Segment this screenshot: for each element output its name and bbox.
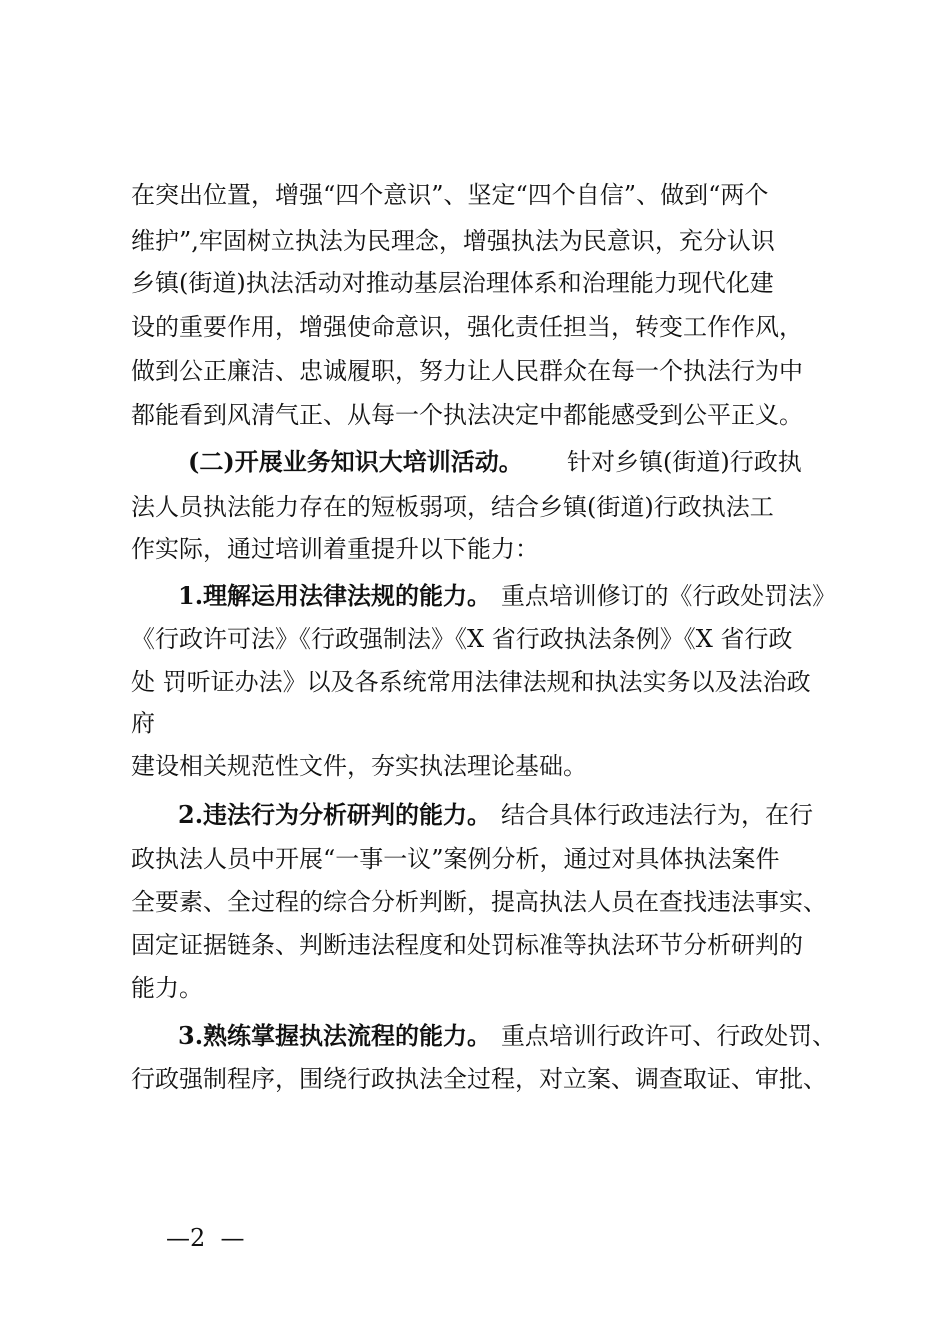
text-span: 处 罚听证办法》以及各系统常用法律法规和执法实务以及法治政 [131,668,811,696]
text-line [0,221,950,261]
text-span: 《行政许可法》《行政强制法》《X 省行政执法条例》《X 省行政 [131,625,793,653]
text-line [0,576,950,616]
text-span: 结合具体行政违法行为，在行 [501,801,813,829]
text-line [0,882,950,922]
section-heading: 3.熟练掌握执法流程的能力。 [178,1021,492,1050]
text-line [0,925,950,965]
text-span: 法人员执法能力存在的短板弱项，结合乡镇(街道)行政执法工 [131,493,774,521]
text-line [0,1059,950,1099]
text-line [0,662,950,702]
text-span: 固定证据链条、判断违法程度和处罚标准等执法环节分析研判的 [131,931,803,959]
text-span: 维护”,牢固树立执法为民理念，增强执法为民意识，充分认识 [131,227,775,255]
text-line [0,839,950,879]
text-span: 做到公正廉洁、忠诚履职，努力让人民群众在每一个执法行为中 [131,357,803,385]
page-number: —2 — [166,1224,245,1252]
text-line [0,746,950,786]
section-heading: 1.理解运用法律法规的能力。 [178,581,492,610]
text-span: 都能看到风清气正、从每一个执法决定中都能感受到公平正义。 [131,401,803,429]
text-span: 政执法人员中开展“一事一议”案例分析，通过对具体执法案件 [131,845,780,873]
text-span: 府 [131,709,155,737]
text-line [0,351,950,391]
text-line [0,795,950,835]
text-line [0,968,950,1008]
text-span: 重点培训行政许可、行政处罚、 [501,1022,836,1050]
text-line [0,487,950,527]
text-line [0,263,950,303]
text-span: 乡镇(街道)执法活动对推动基层治理体系和治理能力现代化建 [131,269,774,297]
text-span: 在突出位置，增强“四个意识”、坚定“四个自信”、做到“两个 [131,181,769,209]
text-span: 建设相关规范性文件，夯实执法理论基础。 [131,752,587,780]
text-span: 设的重要作用，增强使命意识，强化责任担当，转变工作作风， [131,313,803,341]
text-line [0,529,950,569]
text-span: 作实际，通过培训着重提升以下能力： [131,535,539,563]
text-span: 行政强制程序，围绕行政执法全过程，对立案、调查取证、审批、 [131,1065,827,1093]
section-heading: 2.违法行为分析研判的能力。 [178,800,492,829]
text-span: 针对乡镇(街道)行政执 [567,448,802,476]
text-span: 能力。 [131,974,203,1002]
text-line [0,703,950,743]
text-line [0,442,950,482]
text-span: 全要素、全过程的综合分析判断，提高执法人员在查找违法事实、 [131,888,827,916]
text-line [0,307,950,347]
text-line [0,619,950,659]
text-line [0,1016,950,1056]
text-line [0,395,950,435]
text-line [0,175,950,215]
section-heading: (二)开展业务知识大培训活动。 [188,447,523,476]
text-span: 重点培训修订的《行政处罚法》 [501,582,836,610]
